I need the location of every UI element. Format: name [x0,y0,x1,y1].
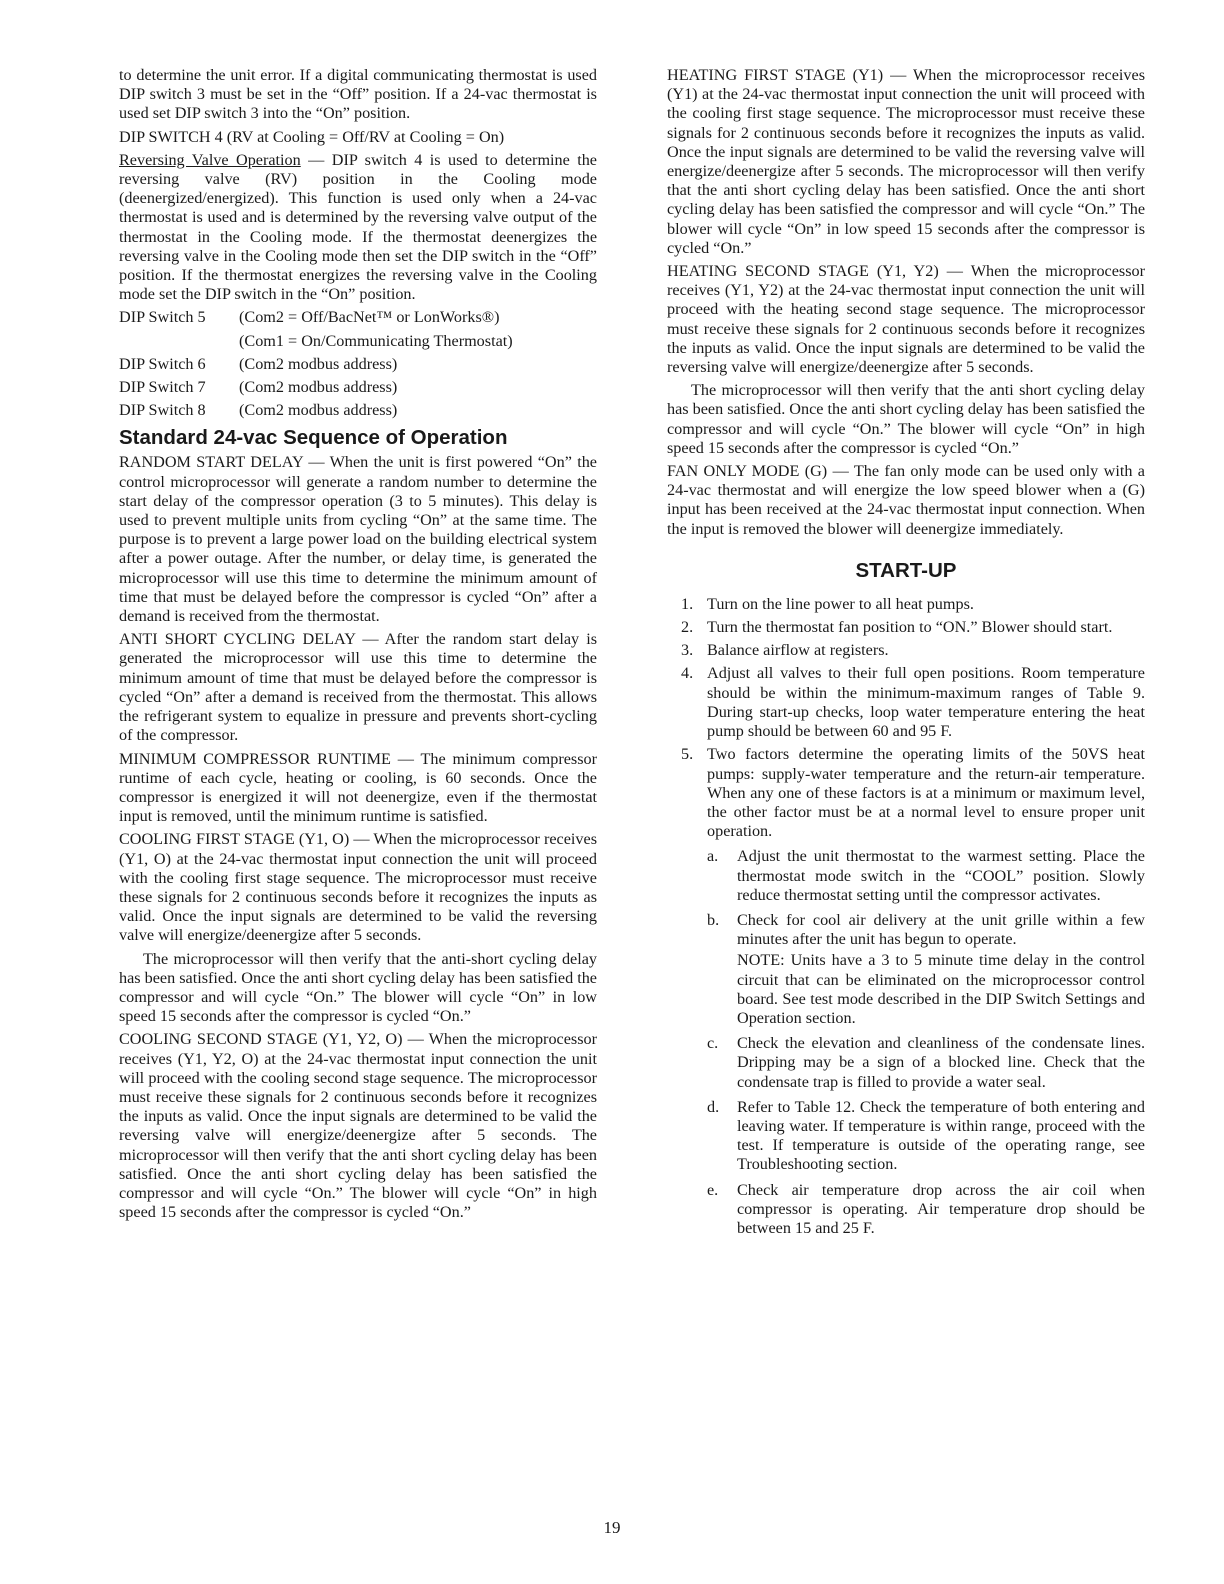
startup-step [667,595,1145,614]
sequence-of-operation-heading: Standard 24-vac Sequence of Operation [119,426,508,450]
dip-switch-desc: (Com2 modbus address) [239,378,398,397]
startup-step [667,745,1145,1244]
page-number: 19 [603,1518,621,1537]
right-column [667,66,1145,1248]
substep [707,911,1145,1030]
reversing-valve-paragraph [119,151,597,305]
dip-switch-list [119,308,597,420]
dip-switch-label [119,332,239,351]
reversing-valve-label: Reversing Valve Operation [119,150,301,169]
step-text: Two factors determine the operating limits of the 50VS heat pumps: supply-water temperature and the return-air temperature. When any one of these factors is at a minimum or maximum level, the other factor must be at a normal level to ensure proper unit operation. [707,745,1145,841]
dip-switch-desc: (Com2 = Off/BacNet™ or LonWorks®) [239,308,500,327]
dip-switch-desc: (Com2 modbus address) [239,354,398,373]
step-body [707,745,1145,1244]
heating-second-stage-continued: The microprocessor will then verify that the anti short cycling delay has been satisfied. Once the anti short cycling delay has been satisfied the compressor and will cycle “On.” The blower will cycle “On” in high speed 15 seconds after the compressor is cycled “On.” [667,381,1145,457]
cooling-second-stage-paragraph: COOLING SECOND STAGE (Y1, Y2, O) — When the microprocessor receives (Y1, Y2, O) at the 24-vac thermostat input connection the unit will proceed with the cooling second stage sequence. The microprocessor must receive these signals for 2 continuous seconds before it recognizes the inputs as valid. Once the input signals are determined to be valid the reversing valve will energize/deenergize after 5 seconds. The microprocessor will then verify that the anti short cycling delay has been satisfied. Once the anti short cycling delay has been satisfied the compressor and will cycle “On.” The blower will cycle “On” in high speed 15 seconds after the compressor is cycled “On.” [119,1030,597,1222]
substep-body [737,1181,1145,1241]
step-number: 4. [681,664,694,683]
left-column [119,66,597,1226]
substep-letter: c. [707,1034,719,1053]
random-start-delay-paragraph: RANDOM START DELAY — When the unit is first powered “On” the control microprocessor will generate a random number to determine the start delay of the compressor operation (3 to 5 minutes). This delay is used to prevent multiple units from cycling “On” at the same time. The purpose is to prevent a large power load on the building electrical system after a power outage. After the number, or delay time, is generated the microprocessor will use this time to determine the minimum amount of time that must be delayed before the compressor is cycled “On” after a demand is received from the thermostat. [119,453,597,626]
dip-switch-label: DIP Switch 7 [119,378,206,397]
substep-text: Refer to Table 12. Check the temperature of both entering and leaving water. If temperature is within range, proceed with the test. If temperature is outside of the operating range, see Troubleshooting section. [737,1097,1145,1174]
startup-step [667,664,1145,741]
heating-second-stage-paragraph: HEATING SECOND STAGE (Y1, Y2) — When the microprocessor receives (Y1, Y2) at the 24-vac thermostat input connection the unit will proceed with the heating second stage sequence. The microprocessor must receive these signals for 2 continuous seconds before it recognizes the inputs as valid. Once the input signals are determined to be valid the reversing valve will energize/deenergize after 5 seconds. [667,262,1145,377]
dip-switch-desc: (Com2 modbus address) [239,401,398,420]
dip-switch-4-heading: DIP SWITCH 4 (RV at Cooling = Off/RV at Cooling = On) [119,127,505,146]
step-number: 5. [681,745,694,764]
startup-steps-list [667,595,1145,1244]
substep-body [737,911,1145,1030]
substep-text: Check for cool air delivery at the unit grille within a few minutes after the unit has begun to operate. [737,910,1145,949]
substep-letter: b. [707,910,720,929]
startup-step [667,618,1145,637]
substep-text: Adjust the unit thermostat to the warmest setting. Place the thermostat mode switch in the “COOL” position. Slowly reduce thermostat setting until the compressor activates. [737,847,1145,904]
substep-note: NOTE: Units have a 3 to 5 minute time delay in the control circuit that can be eliminated on the microprocessor control board. See test mode described in the DIP Switch Settings and Operation section. [737,951,1145,1027]
dip-switch-label: DIP Switch 8 [119,401,206,420]
substep-text: Check air temperature drop across the air coil when compressor is operating. Air temperature drop should be between 15 and 25 F. [737,1180,1145,1237]
step-number: 2. [681,618,694,637]
dip-switch-3-text: to determine the unit error. If a digital communicating thermostat is used DIP switch 3 must be set in the “Off” position. If a 24-vac thermostat is used set DIP switch 3 into the “On” position. [119,66,597,123]
substep [707,847,1145,907]
dip-switch-label: DIP Switch 5 [119,308,206,327]
step-text: Adjust all valves to their full open positions. Room temperature should be within the minimum-maximum ranges of Table 9. During start-up checks, loop water temperature entering the heat pump should be between 60 and 95 F. [707,664,1145,741]
step-text: Turn on the line power to all heat pumps. [707,594,974,613]
substeps-list [707,847,1145,1240]
substep [707,1181,1145,1241]
step-text: Balance airflow at registers. [707,641,889,660]
dip-switch-row [119,401,597,420]
dip-switch-row [119,308,597,327]
cooling-first-stage-paragraph: COOLING FIRST STAGE (Y1, O) — When the microprocessor receives (Y1, O) at the 24-vac thermostat input connection the unit will proceed with the cooling first stage sequence. The microprocessor must receive these signals for 2 continuous seconds before it recognizes the inputs as valid. Once the input signals are determined to be valid the reversing valve will energize/deenergize after 5 seconds. [119,830,597,945]
heating-first-stage-paragraph: HEATING FIRST STAGE (Y1) — When the microprocessor receives (Y1) at the 24-vac thermostat input connection the unit will proceed with the cooling first stage sequence. The microprocessor must receive these signals for 2 continuous seconds before it recognizes the inputs as valid. Once the input signals are determined to be valid the reversing valve will energize/deenergize after 5 seconds. The microprocessor will then verify that the anti short cycling delay has been satisfied. Once the anti short cycling delay has been satisfied the compressor and will cycle “On.” The blower will cycle “On” in low speed 15 seconds after the compressor is cycled “On.” [667,66,1145,257]
substep-body [737,1098,1145,1177]
cooling-first-stage-continued: The microprocessor will then verify that the anti-short cycling delay has been satisfied. Once the anti short cycling delay has been satisfied the compressor and will cycle “On.” The blower will cycle “On” in low speed 15 seconds after the compressor is cycled “On.” [119,949,597,1026]
substep-letter: e. [707,1180,719,1199]
step-number: 1. [681,594,694,613]
step-number: 3. [681,641,694,660]
dip-switch-row [119,332,597,351]
dip-switch-label: DIP Switch 6 [119,354,206,373]
dip-switch-desc: (Com1 = On/Communicating Thermostat) [239,331,513,350]
reversing-valve-text: — DIP switch 4 is used to determine the reversing valve (RV) position in the Cooling mode (deenergized/energized). This function is used only when a 24-vac thermostat is used and is determined by the reversing valve output of the thermostat in the Cooling mode. If the thermostat deenergizes the reversing valve in the Cooling mode then set the DIP switch in the “Off” position. If the thermostat energizes the reversing valve in the Cooling mode set the DIP switch in the “On” position. [119,150,597,304]
substep-letter: a. [707,847,719,866]
fan-only-mode-paragraph: FAN ONLY MODE (G) — The fan only mode can be used only with a 24-vac thermostat and will energize the low speed blower when a (G) input has been received at the 24-vac thermostat input connection. When the input is removed the blower will deenergize immediately. [667,462,1145,538]
substep-body [737,847,1145,907]
anti-short-cycling-paragraph: ANTI SHORT CYCLING DELAY — After the random start delay is generated the microprocessor will use this time to determine the minimum amount of time that must be delayed before the compressor is cycled “On” after a demand is received from the thermostat. This allows the refrigerant system to equalize in pressure and prevents short-cycling of the compressor. [119,630,597,745]
dip-switch-row [119,355,597,374]
startup-step [667,641,1145,660]
step-text: Turn the thermostat fan position to “ON.” Blower should start. [707,618,1113,637]
dip-switch-row [119,378,597,397]
minimum-runtime-paragraph: MINIMUM COMPRESSOR RUNTIME — The minimum compressor runtime of each cycle, heating or cooling, is 60 seconds. Once the compressor is energized it will not deenergize, even if the thermostat input is removed, until the minimum runtime is satisfied. [119,749,597,826]
substep-body [737,1034,1145,1094]
substep-letter: d. [707,1097,720,1116]
substep [707,1098,1145,1177]
substep [707,1034,1145,1094]
substep-text: Check the elevation and cleanliness of the condensate lines. Dripping may be a sign of a blocked line. Check that the condensate trap is filled to provide a water seal. [737,1034,1145,1091]
startup-heading: START-UP [855,558,957,582]
